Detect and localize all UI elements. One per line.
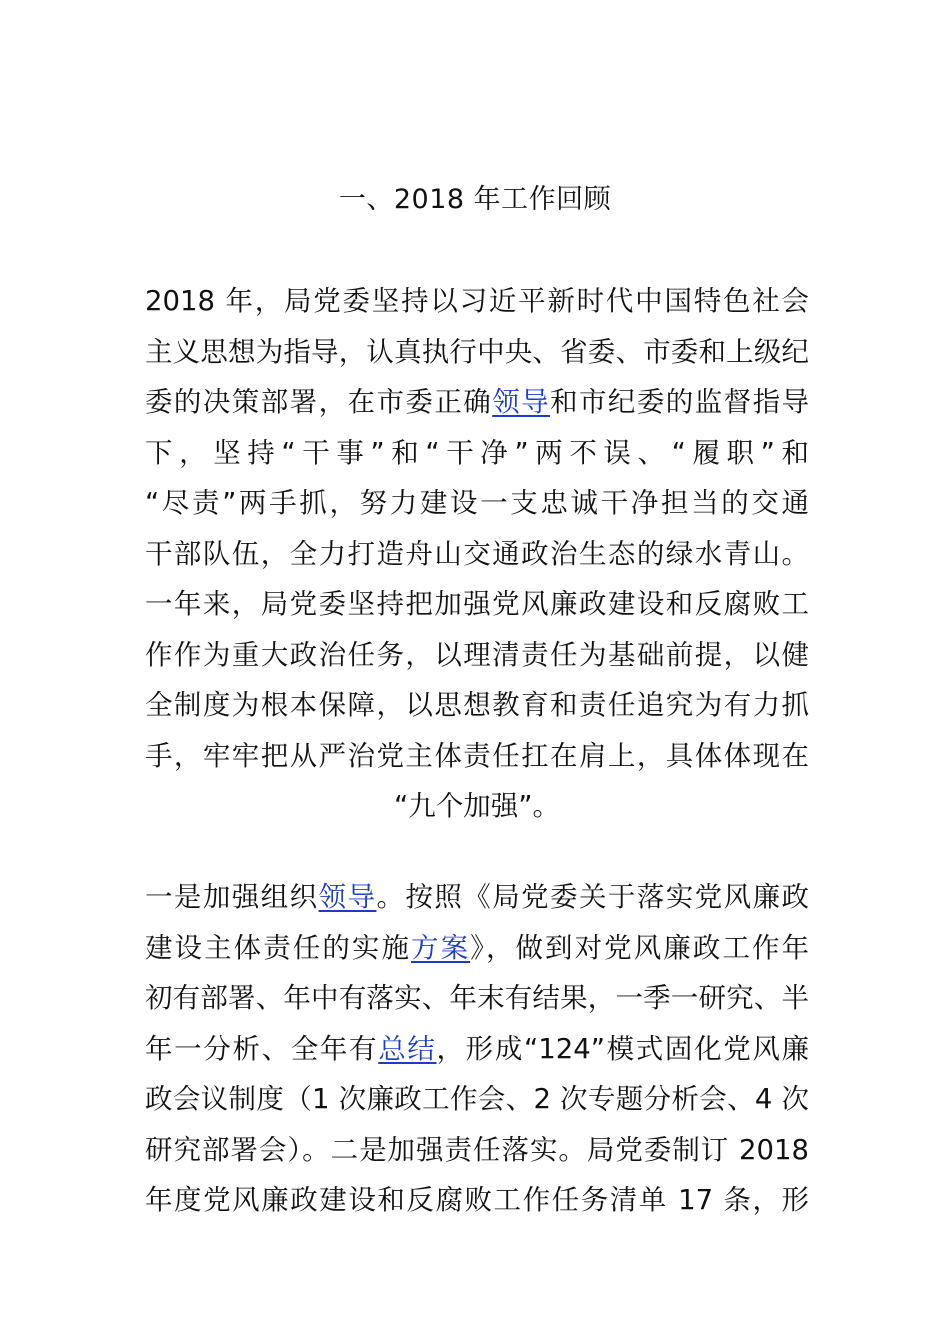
text-line	[145, 923, 809, 974]
text-line: 全制度为根本保障，以思想教育和责任追究为有力抓	[145, 689, 809, 721]
link-leadership[interactable]: 领导	[492, 386, 551, 418]
text-line	[145, 1024, 809, 1075]
link-leadership-2[interactable]: 领导	[318, 881, 377, 913]
text-line: 一年来，局党委坚持把加强党风廉政建设和反腐败工	[145, 588, 809, 620]
text-segment: 委的决策部署，在市委正确	[145, 386, 493, 418]
text-line: “尽责”两手抓，努力建设一支忠诚干净担当的交通	[145, 487, 809, 519]
text-line: 干部队伍，全力打造舟山交通政治生态的绿水青山。	[145, 537, 809, 570]
text-segment: 。按照《局党委关于落实党风廉政	[376, 881, 810, 913]
text-segment: 》，做到对党风廉政工作年	[470, 931, 810, 964]
text-line: 2018 年，局党委坚持以习近平新时代中国特色社会	[145, 285, 809, 317]
text-segment: 一是加强组织	[145, 881, 319, 913]
text-line: 年度党风廉政建设和反腐败工作任务清单 17 条，形	[145, 1184, 809, 1216]
text-line: 研究部署会）。二是加强责任落实。局党委制订 2018	[145, 1133, 809, 1166]
text-line: 初有部署、年中有落实、年末有结果，一季一研究、半	[145, 982, 809, 1014]
text-line: 主义思想为指导，认真执行中央、省委、市委和上级纪	[145, 335, 809, 368]
text-line	[145, 872, 809, 923]
text-line: 政会议制度（1 次廉政工作会、2 次专题分析会、4 次	[145, 1083, 809, 1115]
text-line: 下，坚持“干事”和“干净”两不误、“履职”和	[145, 436, 809, 469]
text-segment: 年一分析、全年有	[145, 1032, 379, 1065]
paragraph-organization-leadership	[145, 872, 809, 1226]
text-line	[145, 377, 809, 428]
text-segment: ，形成“124”模式固化党风廉	[436, 1032, 810, 1065]
text-line: 手，牢牢把从严治党主体责任扛在肩上，具体体现在	[145, 739, 809, 772]
text-line: “九个加强”。	[394, 790, 560, 822]
link-summary[interactable]: 总结	[378, 1032, 437, 1065]
text-segment: 建设主体责任的实施	[145, 931, 412, 964]
text-line: 作作为重大政治任务，以理清责任为基础前提，以健	[145, 638, 809, 671]
link-plan[interactable]: 方案	[411, 931, 471, 964]
paragraph-review-intro	[145, 276, 809, 832]
text-segment: 和市纪委的监督指导	[550, 386, 810, 418]
section-heading: 一、2018 年工作回顾	[338, 184, 612, 215]
